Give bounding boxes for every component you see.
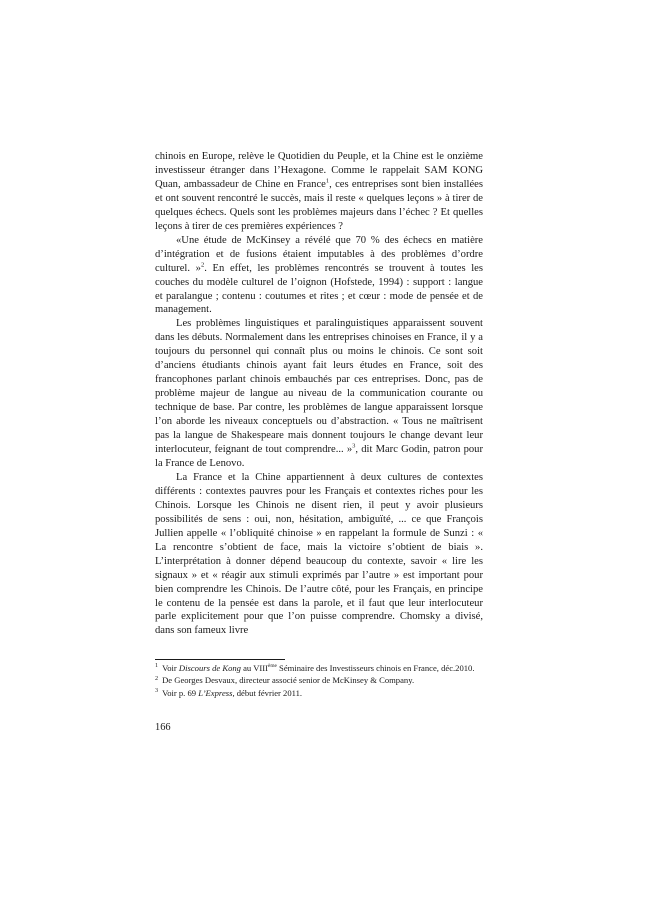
footnote-number: 2 [155, 674, 159, 682]
page-number: 166 [155, 722, 171, 733]
footnote-text: De Georges Desvaux, directeur associé senior de McKinsey & Company. [162, 675, 415, 686]
footnote-number: 3 [155, 686, 159, 694]
footnote-1 [155, 663, 483, 674]
paragraph-3 [155, 317, 483, 470]
footnote-title: L’Express [198, 687, 233, 698]
footnote-2 [155, 675, 483, 686]
paragraph-text: Les problèmes linguistiques et paralinguistiques apparaissent souvent dans les débuts. Normalement dans les entreprises chinoises en France, il y a toujours du personnel qui connaît plus ou moins le chinois. Ce sont soit d’anciens étudiants chinois ayant fait leurs études en France, soit des francophones parlant chinois embauchés par ces entreprises. Donc, pas de problème majeur de langue au niveau de la communication courante ou technique de base. Par contre, les problèmes de langue apparaissent lorsque l’on aborde les niveaux conceptuels ou d’abstraction. « Tous ne maîtrisent pas la langue de Shakespeare mais donnent toujours le change devant leur interlocuteur, feignant de tout comprendre... » [155, 318, 483, 456]
paragraph-text: La France et la Chine appartiennent à deux cultures de contextes différents : contextes pauvres pour les Français et contextes riches pour les Chinois. Lorsque les Chinois ne disent rien, il peut y avoir plusieurs possibilités de sens : oui, non, hésitation, ambiguïté, ... ce que François Jullien appelle « l’obliquité chinoise » en rappelant la formule de Sunzi : « La rencontre s’obtient de face, mais la victoire s’obtient de biais ». L’interprétation à donner dépend beaucoup du contexte, savoir « lire les signaux » et « réagir aux stimuli exprimés par l’autre » est important pour bien comprendre les Chinois. De l’autre côté, pour les Français, en principe le contenu de la pensée est dans la parole, et il faut que leur interlocuteur parle explicitement pour que l’on puisse comprendre. Chomsky a divisé, dans son fameux livre [155, 471, 483, 637]
footnote-text: Séminaire des Investisseurs chinois en France, déc.2010. [276, 663, 475, 673]
paragraph-1 [155, 150, 483, 234]
footnote-separator [155, 659, 285, 660]
footnote-ref-1[interactable]: 1 [325, 177, 330, 185]
paragraph-text: . En effet, les problèmes rencontrés se trouvent à toutes les couches du modèle culturel de l’oignon (Hofstede, 1994) : support : langue et paralangue ; contenu : coutumes et rites ; et cœur : mode de pensée et de management. [155, 262, 483, 316]
footnote-ref-2[interactable]: 2 [200, 261, 205, 269]
paragraph-2 [155, 234, 483, 318]
footnote-ref-3[interactable]: 3 [352, 442, 356, 450]
paragraph-text: «Une étude de McKinsey a révélé que 70 % des échecs en matière d’intégration et de fusions étaient imputables à des problèmes d’ordre culturel. » [155, 234, 483, 274]
footnote-text: Voir [162, 663, 179, 673]
paragraph-text: , ces entreprises sont bien installées et ont souvent rencontré le succès, mais il reste « quelques leçons » à tirer de quelques échecs. Quels sont les problèmes majeurs dans l’échec ? Et quelles leçons à tirer de ces premières expériences ? [155, 178, 483, 232]
footnote-text: Voir p. 69 [162, 687, 199, 698]
paragraph-4 [155, 471, 483, 638]
footnote-3 [155, 688, 483, 699]
footnote-text: au VIII [240, 663, 269, 673]
footnote-text: , début février 2011. [232, 687, 303, 698]
paragraph-text: , dit Marc Godin, patron pour la France de Lenovo. [155, 444, 483, 469]
main-text [155, 150, 483, 638]
paragraph-text: chinois en Europe, relève le Quotidien du Peuple, et la Chine est le onzième investisseur étranger dans l’Hexagone. Comme le rappelait SAM KONG Quan, ambassadeur de Chine en France [155, 151, 483, 190]
footnotes [155, 663, 483, 700]
footnote-number: 1 [155, 662, 159, 670]
footnote-title: Discours de Kong [178, 663, 241, 673]
footnote-superscript: ème [268, 663, 277, 670]
